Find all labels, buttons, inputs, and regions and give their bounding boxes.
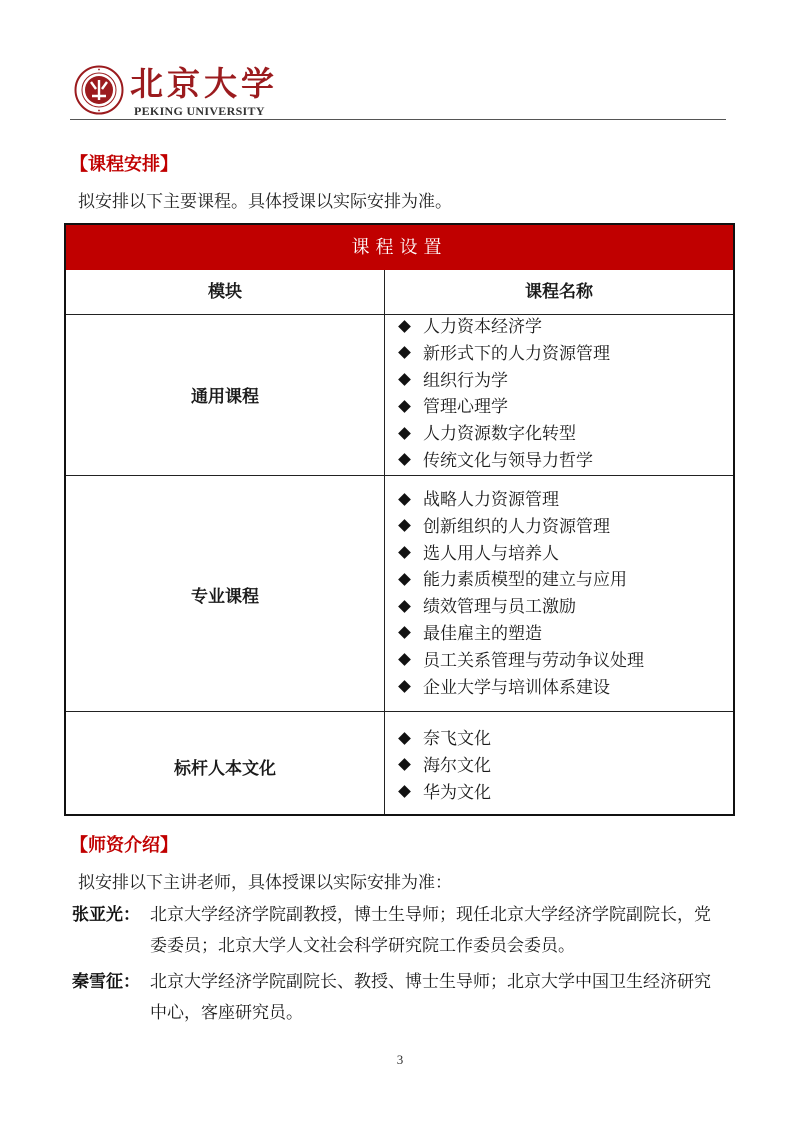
page-number: 3 — [396, 1052, 404, 1067]
diamond-bullet-icon — [398, 758, 411, 771]
list-item: 创新组织的人力资源管理 — [396, 514, 644, 541]
teacher-name: 张亚光： — [72, 905, 140, 925]
list-item: 组织行为学 — [396, 368, 610, 395]
page-header — [70, 62, 730, 120]
faculty-section-title: 【师资介绍】 — [70, 835, 178, 856]
row-divider — [66, 711, 733, 712]
diamond-bullet-icon — [398, 519, 411, 532]
module-name: 专业课程 — [191, 587, 259, 607]
diamond-bullet-icon — [398, 627, 411, 640]
teacher-description: 北京大学经济学院副教授，博士生导师；现任北京大学经济学院副院长，党委委员；北京大学人文社会科学研究院工作委员会委员。 — [150, 905, 711, 956]
list-item: 奈飞文化 — [396, 726, 491, 753]
course-table — [64, 223, 735, 816]
diamond-bullet-icon — [398, 600, 411, 613]
list-item: 最佳雇主的塑造 — [396, 621, 644, 648]
diamond-bullet-icon — [398, 785, 411, 798]
list-item: 人力资本经济学 — [396, 314, 610, 341]
diamond-bullet-icon — [398, 573, 411, 586]
diamond-bullet-icon — [398, 400, 411, 413]
diamond-bullet-icon — [398, 427, 411, 440]
list-item: 绩效管理与员工激励 — [396, 594, 644, 621]
teacher-entry — [72, 967, 732, 1029]
list-item: 战略人力资源管理 — [396, 487, 644, 514]
diamond-bullet-icon — [398, 320, 411, 333]
teacher-name: 秦雪征： — [72, 972, 140, 992]
logo-chinese-text: 北京大学 — [130, 64, 278, 103]
list-item: 管理心理学 — [396, 394, 610, 421]
list-item: 能力素质模型的建立与应用 — [396, 567, 644, 594]
diamond-bullet-icon — [398, 680, 411, 693]
diamond-bullet-icon — [398, 346, 411, 359]
list-item: 员工关系管理与劳动争议处理 — [396, 648, 644, 675]
teacher-description: 北京大学经济学院副院长、教授、博士生导师；北京大学中国卫生经济研究中心，客座研究员。 — [150, 972, 711, 1023]
list-item: 企业大学与培训体系建设 — [396, 675, 644, 702]
column-header-course-name: 课程名称 — [525, 282, 593, 302]
list-item: 华为文化 — [396, 780, 491, 807]
course-list — [396, 487, 644, 701]
diamond-bullet-icon — [398, 373, 411, 386]
column-divider — [384, 270, 385, 814]
courses-section-title: 【课程安排】 — [70, 154, 178, 175]
course-list — [396, 314, 610, 475]
list-item: 人力资源数字化转型 — [396, 421, 610, 448]
row-divider — [66, 475, 733, 476]
list-item: 选人用人与培养人 — [396, 541, 644, 568]
peking-university-seal-icon — [74, 65, 124, 115]
courses-intro: 拟安排以下主要课程。具体授课以实际安排为准。 — [78, 192, 452, 212]
header-divider — [70, 119, 726, 120]
diamond-bullet-icon — [398, 732, 411, 745]
diamond-bullet-icon — [398, 493, 411, 506]
module-name: 通用课程 — [191, 387, 259, 407]
diamond-bullet-icon — [398, 653, 411, 666]
column-header-module: 模块 — [208, 282, 242, 302]
diamond-bullet-icon — [398, 546, 411, 559]
course-table-title: 课程设置 — [66, 225, 733, 270]
course-list — [396, 726, 491, 806]
faculty-intro: 拟安排以下主讲老师，具体授课以实际安排为准： — [78, 873, 452, 893]
diamond-bullet-icon — [398, 454, 411, 467]
list-item: 新形式下的人力资源管理 — [396, 341, 610, 368]
logo-english-text: PEKING UNIVERSITY — [134, 104, 265, 118]
list-item: 海尔文化 — [396, 753, 491, 780]
module-name: 标杆人本文化 — [174, 759, 276, 779]
teacher-entry — [72, 900, 732, 962]
list-item: 传统文化与领导力哲学 — [396, 448, 610, 475]
